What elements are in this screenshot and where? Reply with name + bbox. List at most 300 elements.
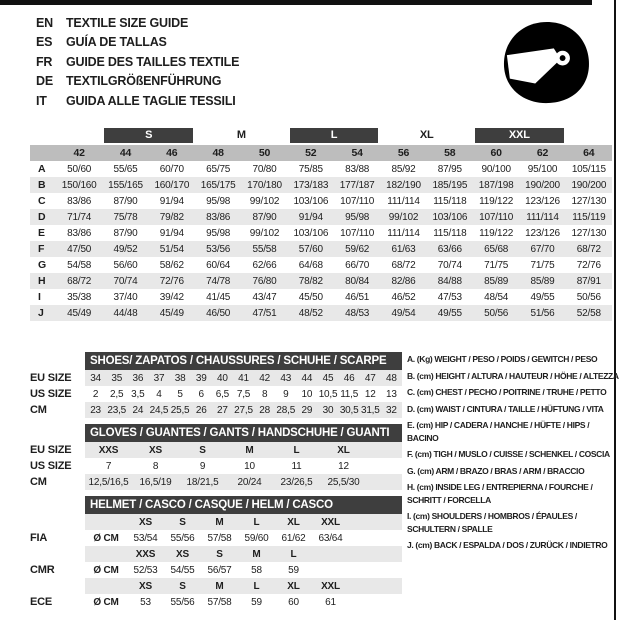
legend-item: G. (cm) ARM / BRAZO / BRAS / ARM / BRACCIO [407, 465, 585, 476]
table-cell: Ø CM [93, 596, 119, 608]
row-label: ECE [30, 596, 53, 608]
table-row [30, 386, 402, 402]
table-cell: 51/56 [530, 307, 555, 319]
table-cell: 45/50 [298, 291, 323, 303]
table-cell: M [215, 580, 224, 592]
table-cell: 10 [301, 388, 313, 400]
size-table-rows [30, 145, 612, 321]
table-cell: 56/60 [113, 259, 138, 271]
table-cell: 65/75 [206, 163, 231, 175]
table-cell: 72/76 [576, 259, 601, 271]
table-row-values [85, 578, 402, 594]
helmet-table-title: HELMET / CASCO / CASQUE / HELM / CASCO [85, 496, 402, 514]
row-label: C [38, 195, 46, 207]
table-row-values [85, 530, 402, 546]
table-cell: 62 [536, 147, 549, 159]
table-cell: 31,5 [360, 404, 380, 416]
table-cell: 12,5/16,5 [88, 476, 129, 488]
table-cell: 11 [291, 460, 302, 472]
row-label [30, 578, 85, 594]
table-cell: 75/78 [113, 211, 138, 223]
table-cell: L [253, 516, 260, 528]
table-cell: 53/56 [206, 243, 231, 255]
table-cell: 45/49 [67, 307, 92, 319]
table-cell: 48/54 [484, 291, 509, 303]
row-label: US SIZE [30, 460, 72, 472]
legend-item: B. (cm) HEIGHT / ALTURA / HAUTEUR / HÖHE / ALTEZZA [407, 370, 619, 381]
table-cell: 185/195 [432, 179, 468, 191]
table-cell: 115/118 [433, 195, 467, 207]
table-cell: 68/72 [391, 259, 416, 271]
table-cell: XXL [321, 580, 340, 592]
table-cell: 51/54 [159, 243, 184, 255]
table-cell: 107/110 [479, 211, 514, 223]
table-cell: XS [176, 548, 189, 560]
table-cell: 59/60 [244, 532, 269, 544]
table-cell: 123/126 [525, 195, 560, 207]
table-cell: 39 [195, 372, 207, 384]
table-cell: 67/70 [530, 243, 555, 255]
table-cell: 61/63 [391, 243, 416, 255]
table-cell: 123/126 [525, 227, 560, 239]
table-cell: 9 [199, 460, 206, 472]
row-label: I [38, 291, 41, 303]
legend-item: H. (cm) INSIDE LEG / ENTREPIERNA / FOURCHE / SCHRITT / FORCELLA [407, 482, 593, 505]
table-row [30, 370, 402, 386]
table-row [30, 257, 612, 273]
table-row [30, 474, 402, 490]
table-cell: 83/86 [67, 227, 92, 239]
table-cell: XS [139, 516, 152, 528]
table-cell: 12 [338, 460, 349, 472]
band-spacer [32, 128, 100, 143]
table-row [30, 578, 402, 594]
language-code: ES [36, 35, 53, 50]
table-cell: 59 [251, 596, 262, 608]
gloves-table-title: GLOVES / GUANTES / GANTS / HANDSCHUHE / GUANTI [85, 424, 402, 442]
table-cell: 23 [90, 404, 101, 416]
table-cell: 42 [259, 372, 270, 384]
table-cell: 28 [259, 404, 270, 416]
table-cell: 70/80 [252, 163, 277, 175]
table-cell: 87/90 [113, 227, 138, 239]
table-cell: 56 [397, 147, 410, 159]
table-row [30, 546, 402, 562]
table-cell: 29 [301, 404, 313, 416]
table-cell: 34 [90, 372, 101, 384]
table-cell: 42 [73, 147, 85, 159]
table-row [30, 562, 402, 578]
table-cell: 7 [105, 460, 112, 472]
table-cell: S [216, 548, 223, 560]
table-cell: M [245, 444, 254, 456]
table-cell: XL [337, 444, 350, 456]
table-cell: 35/38 [67, 291, 92, 303]
row-label: E [38, 227, 45, 239]
table-cell: 10,5 [318, 388, 338, 400]
row-label: G [38, 259, 46, 271]
table-cell: 3,5 [131, 388, 145, 400]
table-cell: 71/75 [530, 259, 555, 271]
table-cell: 111/114 [387, 227, 420, 239]
table-row [30, 225, 612, 241]
legend-item: F. (cm) TIGH / MUSLO / CUISSE / SCHENKEL / COSCIA [407, 449, 610, 459]
table-cell: 47 [364, 372, 376, 384]
table-row [30, 530, 402, 546]
table-row [30, 402, 402, 418]
legend-item: C. (cm) CHEST / PECHO / POITRINE / TRUHE / PETTO [407, 387, 607, 397]
table-cell: M [215, 516, 224, 528]
table-cell: S [179, 580, 186, 592]
band-xxl: XXL [475, 128, 564, 143]
row-label: FIA [30, 532, 48, 544]
table-cell: 2,5 [110, 388, 124, 400]
table-cell: L [290, 548, 297, 560]
table-cell: 187/198 [478, 179, 514, 191]
table-cell: 41/45 [206, 291, 231, 303]
language-row [36, 13, 239, 33]
table-cell: 95/98 [206, 195, 231, 207]
table-cell: XXL [321, 516, 340, 528]
language-title: GUÍA DE TALLAS [66, 35, 167, 50]
legend-item: D. (cm) WAIST / CINTURA / TAILLE / HÜFTUNG / VITA [407, 403, 604, 414]
table-cell: 43/47 [252, 291, 277, 303]
table-cell: 53 [140, 596, 151, 608]
table-cell: 87/90 [113, 195, 138, 207]
table-cell: 119/122 [479, 227, 514, 239]
table-cell: 39/42 [159, 291, 184, 303]
table-cell: 4 [156, 388, 162, 400]
table-cell: 53/54 [133, 532, 158, 544]
row-label: US SIZE [30, 388, 72, 400]
legend-item: I. (cm) SHOULDERS / HOMBROS / ÉPAULES / SCHULTERN / SPALLE [407, 511, 577, 534]
table-cell: 103/106 [293, 195, 329, 207]
table-cell: 83/86 [67, 195, 92, 207]
table-cell: 105/115 [571, 163, 606, 175]
table-cell: 6,5 [215, 388, 230, 400]
language-code: IT [36, 93, 47, 108]
table-cell: 47/53 [437, 291, 462, 303]
table-row [30, 458, 402, 474]
legend-item: E. (cm) HIP / CADERA / HANCHE / HÜFTE / HIPS / BACINO [407, 420, 590, 443]
row-label: CMR [30, 564, 55, 576]
table-cell: 55/56 [170, 532, 195, 544]
table-cell: 52 [305, 147, 317, 159]
table-cell: 60 [288, 596, 299, 608]
row-label: EU SIZE [30, 372, 72, 384]
table-cell: 45 [322, 372, 334, 384]
table-cell: 52/58 [576, 307, 601, 319]
table-cell: 75/85 [298, 163, 323, 175]
table-cell: 82/86 [391, 275, 416, 287]
language-code: FR [36, 54, 53, 69]
table-row [30, 241, 612, 257]
gloves-table-rows [30, 442, 402, 490]
table-cell: 40 [216, 372, 228, 384]
table-cell: 50/56 [484, 307, 509, 319]
table-cell: 24 [132, 404, 144, 416]
measurement-legend [407, 353, 619, 556]
table-row-values [30, 145, 612, 161]
table-cell: 74/78 [206, 275, 231, 287]
table-cell: 79/82 [159, 211, 184, 223]
table-cell: XS [139, 580, 152, 592]
table-cell: 190/200 [525, 179, 560, 191]
table-cell: 95/98 [345, 211, 370, 223]
table-cell: 27,5 [234, 404, 253, 416]
table-cell: 80/84 [345, 275, 370, 287]
table-cell: Ø CM [93, 564, 119, 576]
size-band-row [30, 128, 612, 145]
helmet-table-rows [30, 514, 402, 610]
table-row [30, 273, 612, 289]
table-cell: 49/54 [391, 307, 416, 319]
row-label: F [38, 243, 45, 255]
table-cell: 150/160 [61, 179, 97, 191]
table-cell: 71/75 [484, 259, 509, 271]
table-cell: 85/89 [484, 275, 509, 287]
table-cell: 170/180 [247, 179, 282, 191]
table-row [30, 161, 612, 177]
table-cell: XXS [135, 548, 156, 560]
table-cell: 54/58 [67, 259, 92, 271]
language-row [36, 91, 239, 111]
table-cell: 27 [216, 404, 228, 416]
table-cell: 70/74 [113, 275, 138, 287]
table-cell: 48/52 [298, 307, 323, 319]
band-s: S [104, 128, 193, 143]
table-cell: 26 [195, 404, 207, 416]
table-cell: 107/110 [340, 195, 375, 207]
table-cell: 127/130 [571, 227, 607, 239]
language-code: EN [36, 15, 53, 30]
table-cell: 85/92 [391, 163, 416, 175]
table-cell: 95/98 [206, 227, 231, 239]
table-cell: 38 [174, 372, 186, 384]
table-cell: 115/118 [433, 227, 467, 239]
table-cell: 177/187 [339, 179, 375, 191]
textile-size-table [30, 128, 612, 321]
table-cell: 49/52 [113, 243, 138, 255]
table-cell: 58/62 [159, 259, 184, 271]
table-cell: XL [287, 516, 300, 528]
table-row-values [85, 546, 402, 562]
table-cell: 78/82 [298, 275, 323, 287]
row-label: CM [30, 404, 47, 416]
table-cell: 68/72 [576, 243, 601, 255]
table-cell: 48 [386, 372, 397, 384]
table-cell: 9 [283, 388, 289, 400]
legend-item: A. (Kg) WEIGHT / PESO / POIDS / GEWITCH / PESO [407, 354, 598, 364]
table-cell: 66/70 [345, 259, 370, 271]
table-cell: 160/170 [154, 179, 190, 191]
band-xl: XL [419, 129, 434, 141]
table-cell: 47/51 [252, 307, 277, 319]
table-row-values [30, 161, 612, 177]
table-cell: 107/110 [340, 227, 375, 239]
row-label: CM [30, 476, 47, 488]
gloves-table [30, 424, 402, 490]
table-row-values [85, 562, 402, 578]
table-row [30, 209, 612, 225]
table-cell: 59/62 [345, 243, 370, 255]
table-cell: 13 [386, 388, 397, 400]
table-cell: 83/88 [345, 163, 370, 175]
table-cell: 55/65 [113, 163, 138, 175]
table-row [30, 305, 612, 321]
table-row-values [30, 273, 612, 289]
table-cell: 127/130 [571, 195, 607, 207]
table-cell: 165/175 [200, 179, 236, 191]
shoes-table-rows [30, 370, 402, 418]
table-cell: 63/66 [437, 243, 462, 255]
table-cell: 46 [343, 372, 355, 384]
table-row [30, 177, 612, 193]
table-row [30, 193, 612, 209]
table-row-values [30, 209, 612, 225]
table-cell: 48 [212, 147, 224, 159]
table-cell: 43 [280, 372, 292, 384]
table-cell: 50/60 [67, 163, 92, 175]
table-cell: 20/24 [237, 476, 262, 488]
table-cell: 37 [153, 372, 165, 384]
table-cell: 60/64 [206, 259, 231, 271]
table-cell: XL [287, 580, 300, 592]
table-cell: 99/102 [249, 227, 280, 239]
table-cell: 50 [258, 147, 271, 159]
table-cell: 87/90 [252, 211, 277, 223]
table-cell: 91/94 [159, 227, 184, 239]
table-cell: 36 [132, 372, 144, 384]
shoes-table [30, 352, 402, 418]
table-cell: 47/50 [67, 243, 92, 255]
table-cell: 85/89 [530, 275, 555, 287]
table-cell: 103/106 [432, 211, 468, 223]
table-row-values [85, 594, 402, 610]
table-cell: 28,5 [276, 404, 296, 416]
table-row-values [30, 241, 612, 257]
table-cell: 10 [244, 460, 255, 472]
table-cell: 111/114 [526, 211, 559, 223]
row-label: A [38, 163, 46, 175]
table-cell: 46/52 [391, 291, 416, 303]
table-cell: 99/102 [388, 211, 419, 223]
legend-item: J. (cm) BACK / ESPALDA / DOS / ZURÜCK / INDIETRO [407, 540, 608, 550]
row-label: J [38, 307, 44, 319]
row-label [30, 514, 85, 530]
language-code: DE [36, 74, 53, 89]
table-cell: 90/100 [481, 163, 511, 175]
table-cell: 8 [152, 460, 159, 472]
table-cell: 57/60 [298, 243, 323, 255]
table-cell: 8 [261, 388, 268, 400]
table-cell: 18/21,5 [186, 476, 219, 488]
table-row-values [30, 193, 612, 209]
table-row-values [85, 370, 402, 386]
table-cell: 44 [301, 372, 313, 384]
table-cell: 71/74 [67, 211, 92, 223]
table-cell: 57/58 [207, 532, 232, 544]
table-cell: 87/95 [437, 163, 462, 175]
table-row [30, 514, 402, 530]
language-row [36, 52, 239, 72]
table-cell: 115/119 [572, 211, 606, 223]
table-cell: 46/50 [206, 307, 231, 319]
table-row-values [85, 458, 402, 474]
table-row-values [30, 225, 612, 241]
language-title: TEXTILE SIZE GUIDE [66, 15, 189, 30]
table-cell: 91/94 [298, 211, 323, 223]
table-cell: 30,5 [339, 404, 359, 416]
racing-helmet-icon [497, 20, 593, 106]
table-cell: 12 [364, 388, 376, 400]
page-top-border [0, 0, 592, 5]
table-row [30, 145, 612, 161]
table-cell: 5 [177, 388, 183, 400]
table-cell: XXS [98, 444, 119, 456]
table-cell: 60/70 [159, 163, 184, 175]
table-cell: 7,5 [236, 388, 251, 400]
table-cell: 2 [92, 388, 99, 400]
table-cell: 76/80 [252, 275, 277, 287]
table-row-values [85, 402, 402, 418]
table-cell: 32 [386, 404, 397, 416]
language-title-block [36, 13, 239, 111]
table-cell: 155/165 [108, 179, 143, 191]
table-cell: 46 [166, 147, 178, 159]
table-cell: 45/49 [159, 307, 184, 319]
table-cell: 64 [583, 147, 595, 159]
table-cell: 83/86 [206, 211, 231, 223]
accessory-tables [30, 352, 402, 610]
language-title: GUIDA ALLE TAGLIE TESSILI [66, 93, 236, 108]
table-cell: 23/26,5 [280, 476, 313, 488]
table-cell: 59 [288, 564, 299, 576]
table-cell: M [252, 548, 261, 560]
table-cell: 58 [444, 147, 456, 159]
table-row-values [85, 474, 402, 490]
language-row [36, 72, 239, 92]
language-row [36, 33, 239, 53]
table-cell: 44/48 [113, 307, 138, 319]
row-label: D [38, 211, 46, 223]
table-cell: 103/106 [293, 227, 329, 239]
table-cell: 61 [325, 596, 336, 608]
table-cell: 87/91 [576, 275, 601, 287]
table-cell: 111/114 [387, 195, 420, 207]
table-row-values [85, 386, 402, 402]
table-cell: 63/64 [318, 532, 343, 544]
table-row [30, 289, 612, 305]
table-cell: 52/53 [133, 564, 158, 576]
row-label: H [38, 275, 46, 287]
table-cell: 55/56 [170, 596, 195, 608]
table-cell: 61/62 [281, 532, 306, 544]
table-row-values [30, 289, 612, 305]
band-l: L [290, 128, 379, 143]
row-label [30, 546, 85, 562]
table-row-values [85, 442, 402, 458]
band-m: M [236, 129, 246, 141]
table-cell: S [179, 516, 186, 528]
table-row-values [30, 305, 612, 321]
table-cell: 25,5 [170, 404, 190, 416]
table-cell: 72/76 [159, 275, 184, 287]
row-label: EU SIZE [30, 444, 72, 456]
table-cell: 55/58 [252, 243, 277, 255]
table-cell: 70/74 [437, 259, 462, 271]
table-row-values [30, 257, 612, 273]
